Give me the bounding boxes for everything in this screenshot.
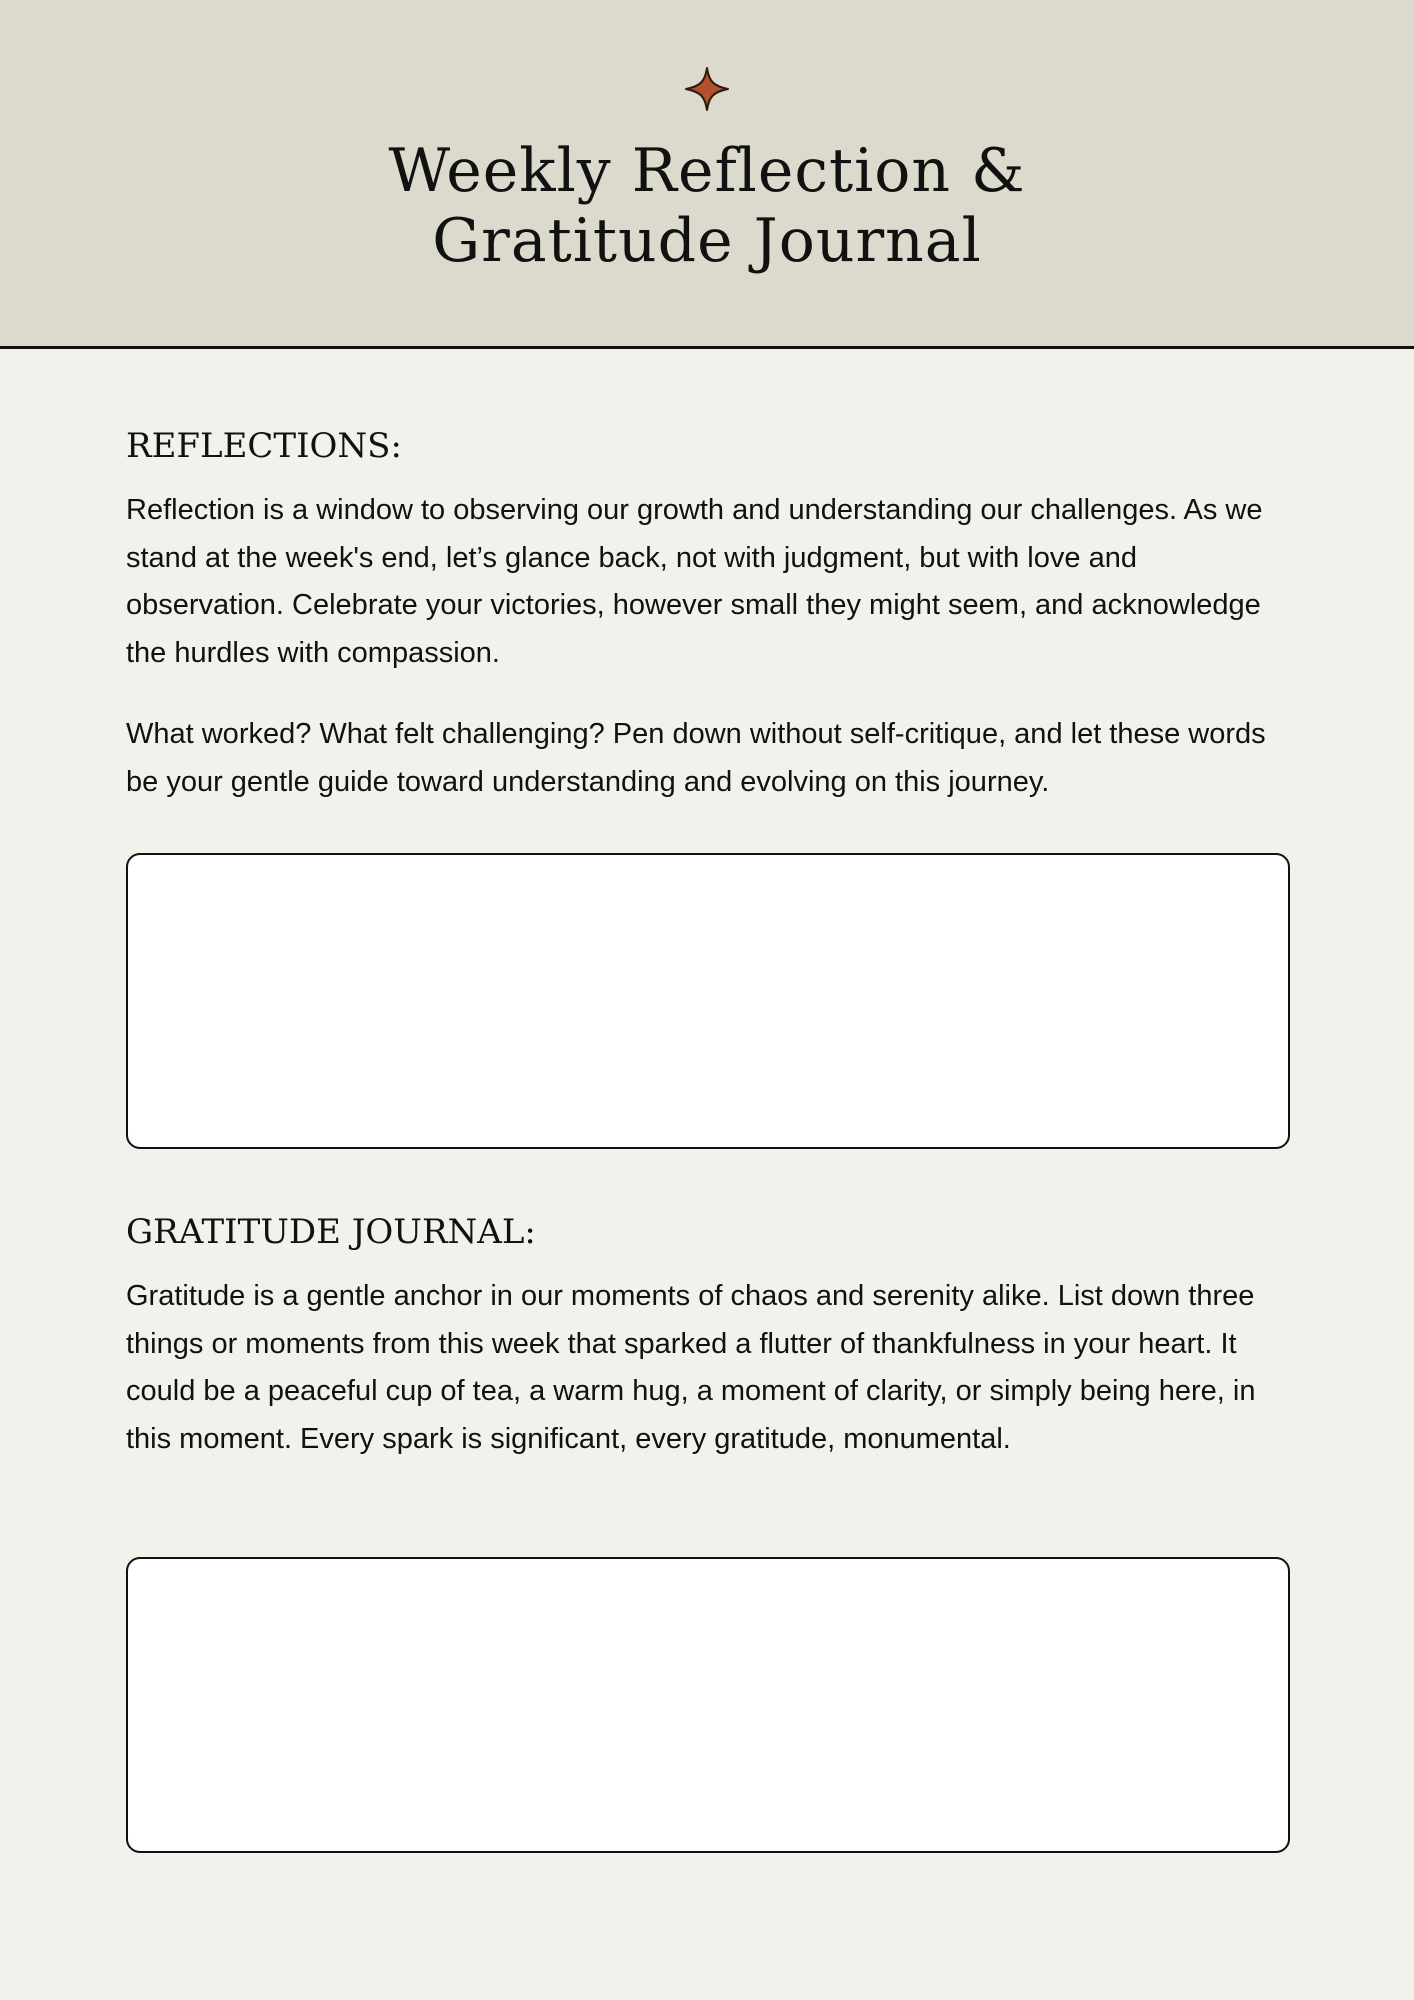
reflections-intro-paragraph: Reflection is a window to observing our growth and understanding our challenges. As we stand at the week's end, let’s glance back, not with judgment, but with love and observation. Celebrate your victories, however small they might seem, and acknowledge the hurdles with compassion. (126, 494, 1263, 669)
reflections-prompt-paragraph: What worked? What felt challenging? Pen down without self-critique, and let these words be your gentle guide toward understanding and evolving on this journey. (126, 718, 1266, 798)
reflections-writing-area[interactable] (126, 853, 1290, 1149)
reflections-heading: REFLECTIONS: (126, 426, 402, 466)
page-title (0, 136, 1414, 276)
gratitude-intro-paragraph: Gratitude is a gentle anchor in our moments of chaos and serenity alike. List down three things or moments from this week that sparked a flutter of thankfulness in your heart. It could be a peaceful cup of tea, a warm hug, a moment of clarity, or simply being here, in this moment. Every spark is significant, every gratitude, monumental. (126, 1280, 1256, 1455)
page-title-line-1: Weekly Reflection & (388, 136, 1026, 206)
page-title-line-2: Gratitude Journal (432, 206, 982, 276)
gratitude-heading: GRATITUDE JOURNAL: (126, 1212, 536, 1252)
gratitude-writing-area[interactable] (126, 1557, 1290, 1853)
four-point-star-icon (684, 66, 730, 112)
page-header (0, 0, 1414, 349)
